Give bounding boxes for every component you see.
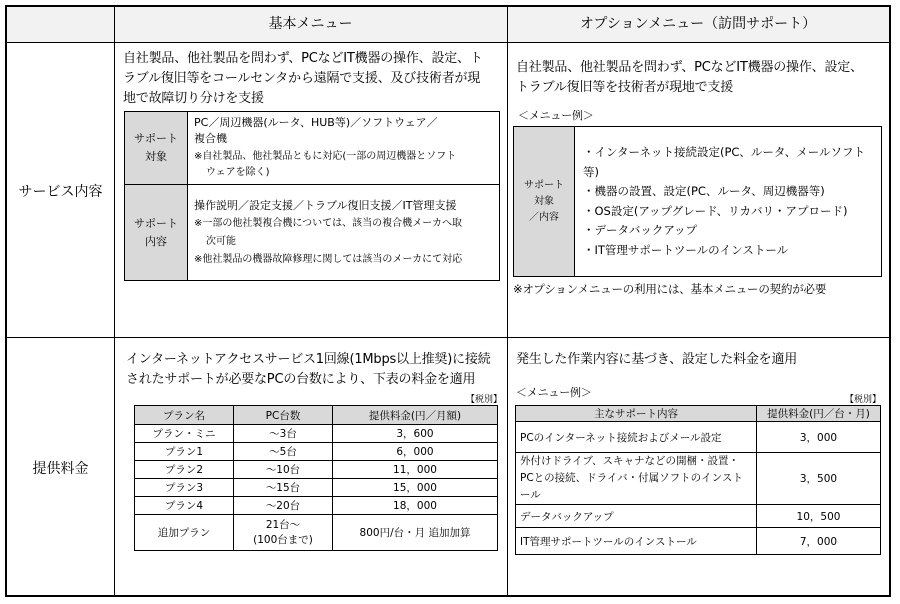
table-row xyxy=(135,461,498,479)
target-text: 複合機 xyxy=(194,132,227,145)
plan-name: プラン・ミニ xyxy=(135,425,234,443)
plan-count: ～3台 xyxy=(234,425,333,443)
option-fee-description: 発生した作業内容に基づき、設定した料金を適用 xyxy=(516,352,798,367)
plan-count-line: (100台まで) xyxy=(253,533,313,546)
support-content-content xyxy=(188,185,500,281)
table-header-row xyxy=(135,406,498,425)
content-note: 次可能 xyxy=(206,235,236,247)
plan-fee: 11，000 xyxy=(333,461,498,479)
plan-count: ～5台 xyxy=(234,443,333,461)
plan-name: プラン3 xyxy=(135,479,234,497)
option-desc-line: トラブル復旧等を技術者が現地で支援 xyxy=(516,80,734,95)
support-content: データバックアップ xyxy=(516,505,757,528)
option-service-description xyxy=(516,58,888,98)
label-text: サポート xyxy=(524,179,564,191)
plan-name: プラン1 xyxy=(135,443,234,461)
content-note: ※他社製品の機器故障修理に関しては該当のメーカにて対応 xyxy=(194,253,463,265)
label-text: 対象 xyxy=(145,150,167,163)
option-menu-header: オプションメニュー（訪問サポート） xyxy=(579,16,817,32)
support-fee: 3，500 xyxy=(757,453,881,505)
support-content: IT管理サポートツールのインストール xyxy=(516,528,757,555)
target-note: ウェアを除く) xyxy=(206,167,270,178)
option-support-items xyxy=(575,127,882,277)
target-note: ※自社製品、他社製品ともに対応(一部の周辺機器とソフト xyxy=(194,151,457,162)
list-item: ・機器の設置、設定(PC、ルータ、周辺機器等) xyxy=(583,184,825,198)
header-divider xyxy=(7,42,889,43)
support-content: PCのインターネット接続およびメール設定 xyxy=(516,422,757,453)
basic-desc-line: 地で故障切り分けを支援 xyxy=(123,91,264,106)
support-content-label xyxy=(125,185,188,281)
support-content-line: 外付けドライブ、スキャナなどの開梱・設置・ xyxy=(520,455,740,467)
column-divider xyxy=(507,7,508,595)
plan-fee: 18，000 xyxy=(333,497,498,515)
basic-desc-line: 自社製品、他社製品を問わず、PCなどIT機器の操作、設定、ト xyxy=(123,51,483,66)
label-text: サポート xyxy=(134,132,178,145)
plan-name: プラン2 xyxy=(135,461,234,479)
label-text: 対象 xyxy=(534,195,554,207)
basic-fee-description xyxy=(126,350,504,390)
basic-tax-note: 【税別】 xyxy=(466,395,503,405)
table-row xyxy=(135,515,498,551)
table-header-row xyxy=(516,406,881,422)
table-row xyxy=(516,505,881,528)
plan-name: 追加プラン xyxy=(135,515,234,551)
plan-count xyxy=(234,515,333,551)
plan-count: ～15台 xyxy=(234,479,333,497)
support-target-label xyxy=(125,112,188,185)
table-row xyxy=(135,479,498,497)
list-item: ・IT管理サポートツールのインストール xyxy=(583,242,789,257)
plan-count-line: 21台～ xyxy=(265,518,301,531)
label-text: ／内容 xyxy=(529,211,559,223)
option-tax-note: 【税別】 xyxy=(845,395,882,405)
option-support-table xyxy=(513,126,882,277)
support-content-line: PCとの接続、ドライバ・付属ソフトのインストール xyxy=(520,472,743,501)
plan-fee: 3，600 xyxy=(333,425,498,443)
service-content-label: サービス内容 xyxy=(18,184,103,200)
table-row xyxy=(135,425,498,443)
table-row xyxy=(516,528,881,555)
option-item-list xyxy=(583,143,873,260)
list-item: ・インターネット接続設定(PC、ルータ、メールソフト等) xyxy=(583,145,865,179)
plan-fee: 6，000 xyxy=(333,443,498,461)
option-footnote: ※オプションメニューの利用には、基本メニューの契約が必要 xyxy=(513,282,827,296)
option-fee-table xyxy=(515,405,881,555)
header-plan: プラン名 xyxy=(135,406,234,425)
option-support-label xyxy=(514,127,575,277)
target-text: PC／周辺機器(ルータ、HUB等)／ソフトウェア／ xyxy=(194,116,438,129)
basic-desc-line: ラブル復旧等をコールセンタから遠隔で支援、及び技術者が現 xyxy=(123,71,481,86)
plan-count: ～10台 xyxy=(234,461,333,479)
header-pc-count: PC台数 xyxy=(234,406,333,425)
list-item: ・データバックアップ xyxy=(583,223,698,237)
support-fee: 3，000 xyxy=(757,422,881,453)
table-row xyxy=(135,443,498,461)
basic-menu-header: 基本メニュー xyxy=(268,16,353,32)
basic-fee-table xyxy=(134,405,498,551)
list-item: ・OS設定(アップグレード、リカバリ・アプロード) xyxy=(583,203,848,218)
table-row xyxy=(135,497,498,515)
fee-label: 提供料金 xyxy=(32,461,89,477)
header-fee: 提供料金(円／月額) xyxy=(333,406,498,425)
content-note: ※一部の他社製複合機については、該当の複合機メーカへ取 xyxy=(194,217,462,229)
basic-support-table xyxy=(124,111,500,281)
label-column-divider xyxy=(114,7,115,595)
plan-count: ～20台 xyxy=(234,497,333,515)
support-target-content xyxy=(188,112,500,185)
row-divider xyxy=(7,337,889,338)
label-text: 内容 xyxy=(145,234,167,248)
basic-service-description xyxy=(123,49,507,109)
table-row xyxy=(516,453,881,505)
support-fee: 7，000 xyxy=(757,528,881,555)
option-menu-example-label: ＜メニュー例＞ xyxy=(518,109,594,122)
option-fee-menu-example: ＜メニュー例＞ xyxy=(516,386,592,399)
option-support-row xyxy=(514,127,882,277)
table-row xyxy=(516,422,881,453)
support-target-row xyxy=(125,112,500,185)
support-content xyxy=(516,453,757,505)
option-desc-line: 自社製品、他社製品を問わず、PCなどIT機器の操作、設定、 xyxy=(516,60,863,75)
plan-fee: 15，000 xyxy=(333,479,498,497)
plan-name: プラン4 xyxy=(135,497,234,515)
fee-desc-line: インターネットアクセスサービス1回線(1Mbps以上推奨)に接続 xyxy=(126,352,491,367)
support-fee: 10，500 xyxy=(757,505,881,528)
plan-fee: 800円/台・月 追加加算 xyxy=(333,515,498,551)
support-content-row xyxy=(125,185,500,281)
header-support-content: 主なサポート内容 xyxy=(516,406,757,422)
fee-desc-line: されたサポートが必要なPCの台数により、下表の料金を適用 xyxy=(126,372,476,387)
content-text: 操作説明／設定支援／トラブル復旧支援／IT管理支援 xyxy=(194,198,457,212)
header-fee: 提供料金(円／台・月) xyxy=(757,406,881,422)
label-text: サポート xyxy=(134,216,178,230)
